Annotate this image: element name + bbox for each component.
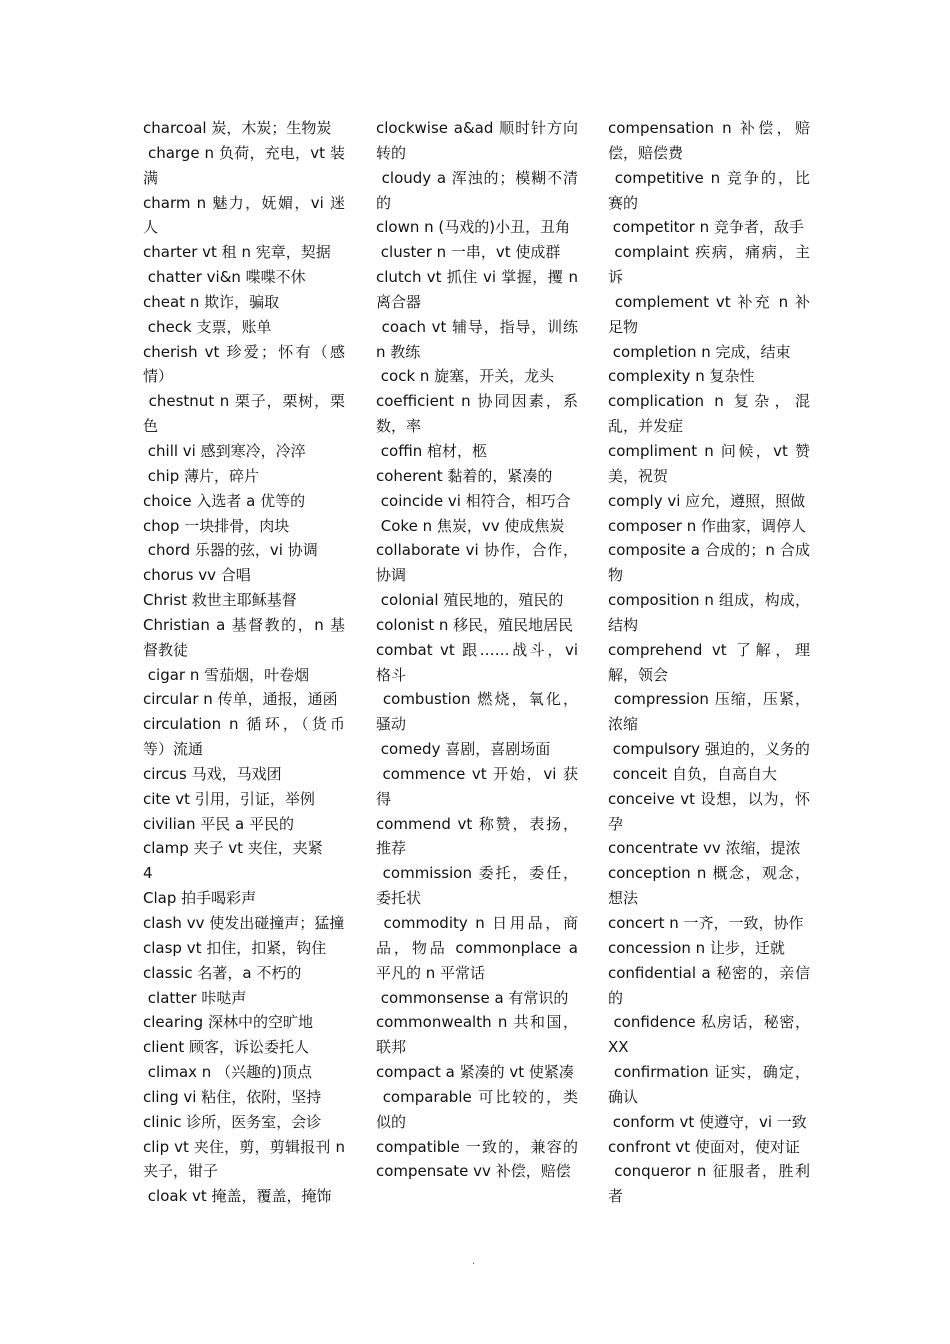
vocab-entry: conceive vt 设想，以为，怀孕 [608, 789, 810, 833]
vocab-entry: confidence 私房话，秘密，XX [608, 1013, 810, 1057]
vocab-entry: coefficient n 协同因素，系数，率 [376, 392, 578, 436]
vocab-entry: client 顾客，诉讼委托人 [143, 1038, 309, 1057]
vocab-entry: clatter 咔哒声 [143, 988, 247, 1007]
vocab-entry: cock n 旋塞，开关，龙头 [376, 367, 555, 386]
vocab-entry: clamp 夹子 vt 夹住，夹紧 [143, 839, 323, 858]
vocab-entry: colonial 殖民地的，殖民的 [376, 591, 564, 610]
vocab-entry: concert n 一齐，一致，协作 [608, 914, 804, 932]
vocab-entry: classic 名著，a 不朽的 [143, 963, 302, 982]
vocab-entry: comply vi 应允，遵照，照做 [608, 491, 806, 510]
vocab-entry: chestnut n 栗子，栗树，栗色 [143, 392, 345, 436]
vocab-entry: competitor n 竞争者，敌手 [608, 218, 804, 237]
vocab-entry: chord 乐器的弦，vi 协调 [143, 541, 318, 560]
vocab-entry: circus 马戏，马戏团 [143, 764, 282, 783]
vocab-entry: coach vt 辅导，指导，训练 n 教练 [376, 317, 583, 361]
vocab-entry: confidential a 秘密的，亲信的 [608, 963, 810, 1007]
vocab-entry: cling vi 粘住，依附，坚持 [143, 1087, 322, 1106]
vocab-entry: circular n 传单，通报，通函 [143, 690, 338, 709]
vocab-entry: cheat n 欺诈，骗取 [143, 292, 280, 311]
vocab-entry: colonist n 移民，殖民地居民 [376, 615, 574, 634]
vocab-entry: coincide vi 相符合，相巧合 [376, 491, 571, 510]
vocab-entry: cloak vt 掩盖，覆盖，掩饰 [143, 1187, 332, 1206]
vocab-column-1 [143, 116, 350, 1209]
vocab-entry: coherent 黏着的，紧凑的 [376, 466, 553, 485]
vocab-entry: conceit 自负，自高自大 [608, 764, 778, 783]
vocab-entry: cloudy a 浑浊的；模糊不清的 [376, 168, 578, 212]
vocab-entry: cluster n 一串，vt 使成群 [376, 243, 561, 262]
vocab-entry: cherish vt 珍爱；怀有（感情） [143, 342, 345, 386]
vocab-entry: composer n 作曲家，调停人 [608, 516, 806, 535]
vocab-entry: clip vt 夹住，剪，剪辑报刊 n 夹子，钳子 [143, 1137, 350, 1181]
vocab-entry: chill vi 感到寒冷，冷淬 [143, 441, 306, 460]
vocab-entry: choice 入选者 a 优等的 [143, 491, 306, 510]
vocab-entry: conception n 概念，观念，想法 [608, 864, 810, 908]
vocab-entry: confirmation 证实，确定，确认 [608, 1063, 810, 1106]
vocab-entry: clash vv 使发出碰撞声；猛撞 [143, 914, 345, 932]
vocab-entry: cigar n 雪茄烟，叶卷烟 [143, 665, 310, 684]
vocab-entry: composite a 合成的；n 合成物 [608, 541, 810, 585]
vocab-entry: clutch vt 抓住 vi 掌握，攫 n 离合器 [376, 268, 583, 311]
vocab-entry: combat vt 跟……战斗，vi 格斗 [376, 640, 583, 684]
vocab-entry: compensation n 补偿，赔偿，赔偿费 [608, 119, 810, 162]
vocab-entry: Clap 拍手喝彩声 [143, 889, 257, 908]
vocab-entry: confront vt 使面对，使对证 [608, 1137, 800, 1156]
vocab-entry: Coke n 焦炭，vv 使成焦炭 [376, 516, 565, 535]
vocab-entry: compression 压缩，压紧，浓缩 [608, 690, 810, 734]
vocab-entry: 4 [143, 864, 153, 883]
vocab-entry: coffin 棺材，柩 [376, 441, 487, 460]
vocab-entry: conqueror n 征服者，胜利者 [608, 1162, 810, 1206]
vocab-entry: commence vt 开始，vi 获得 [376, 764, 578, 808]
vocab-entry: concentrate vv 浓缩，提浓 [608, 839, 801, 858]
vocab-entry: climax n （兴趣的)顶点 [143, 1063, 312, 1082]
vocab-column-2 [376, 116, 583, 1184]
vocab-entry: chip 薄片，碎片 [143, 466, 259, 485]
vocab-entry: chatter vi&n 喋喋不休 [143, 268, 306, 287]
vocab-entry: civilian 平民 a 平民的 [143, 814, 294, 833]
vocab-entry: compatible 一致的，兼容的 compensate vv 补偿，赔偿 [376, 1137, 583, 1181]
vocab-entry: Christ 救世主耶稣基督 [143, 591, 297, 610]
vocab-entry: compact a 紧凑的 vt 使紧凑 [376, 1063, 574, 1082]
vocab-entry: chorus vv 合唱 [143, 566, 251, 585]
vocab-entry: commonwealth n 共和国，联邦 [376, 1013, 578, 1057]
vocab-entry: commend vt 称赞，表扬，推荐 [376, 814, 578, 858]
vocab-entry: comprehend vt 了解，理解，领会 [608, 640, 810, 684]
vocab-entry: complication n 复杂，混乱，并发症 [608, 392, 810, 436]
vocab-entry: compulsory 强迫的，义务的 [608, 740, 810, 759]
vocab-entry: concession n 让步，迁就 [608, 938, 785, 957]
footer-mark: . [472, 1256, 476, 1267]
vocab-entry: Christian a 基督教的，n 基督教徒 [143, 615, 345, 659]
vocab-entry: clown n (马戏的)小丑，丑角 [376, 218, 571, 237]
vocab-entry: clearing 深林中的空旷地 [143, 1013, 313, 1032]
vocab-entry: clasp vt 扣住，扣紧，钩住 [143, 938, 327, 957]
vocab-entry: complexity n 复杂性 [608, 367, 755, 386]
vocab-entry: complaint 疾病，痛病，主诉 [608, 243, 810, 287]
vocab-entry: complement vt 补充 n 补足物 [608, 292, 810, 336]
vocab-entry: comedy 喜剧，喜剧场面 [376, 740, 551, 759]
vocab-entry: conform vt 使遵守，vi 一致 [608, 1112, 807, 1131]
vocab-entry: charter vt 租 n 宪章，契据 [143, 243, 331, 262]
vocab-entry: clinic 诊所，医务室，会诊 [143, 1112, 322, 1131]
vocab-entry: commodity n 日用品，商品，物品 commonplace a 平凡的 n 平常话 [376, 914, 583, 982]
vocab-entry: circulation n 循环，（货币等）流通 [143, 715, 345, 759]
vocab-entry: commonsense a 有常识的 [376, 988, 569, 1007]
vocab-entry: cite vt 引用，引证，举例 [143, 789, 315, 808]
vocab-entry: collaborate vi 协作，合作，协调 [376, 541, 578, 585]
vocab-entry: charm n 魅力，妩媚，vi 迷人 [143, 193, 345, 237]
vocab-entry: commission 委托，委任，委托状 [376, 864, 578, 908]
vocab-entry: compliment n 问候，vt 赞美，祝贺 [608, 441, 810, 485]
vocab-column-3 [608, 116, 810, 1209]
vocab-entry: charcoal 炭，木炭；生物炭 [143, 119, 332, 137]
vocab-entry: completion n 完成，结束 [608, 342, 791, 361]
vocab-entry: clockwise a&ad 顺时针方向转的 [376, 119, 578, 162]
vocab-entry: competitive n 竞争的，比赛的 [608, 168, 810, 212]
vocab-entry: combustion 燃烧，氧化，骚动 [376, 690, 578, 734]
vocab-entry: composition n 组成，构成，结构 [608, 591, 810, 634]
vocab-entry: check 支票，账单 [143, 317, 272, 336]
vocab-entry: charge n 负荷，充电，vt 装满 [143, 143, 345, 187]
vocab-entry: comparable 可比较的，类似的 [376, 1087, 578, 1131]
vocab-entry: chop 一块排骨，肉块 [143, 516, 290, 535]
